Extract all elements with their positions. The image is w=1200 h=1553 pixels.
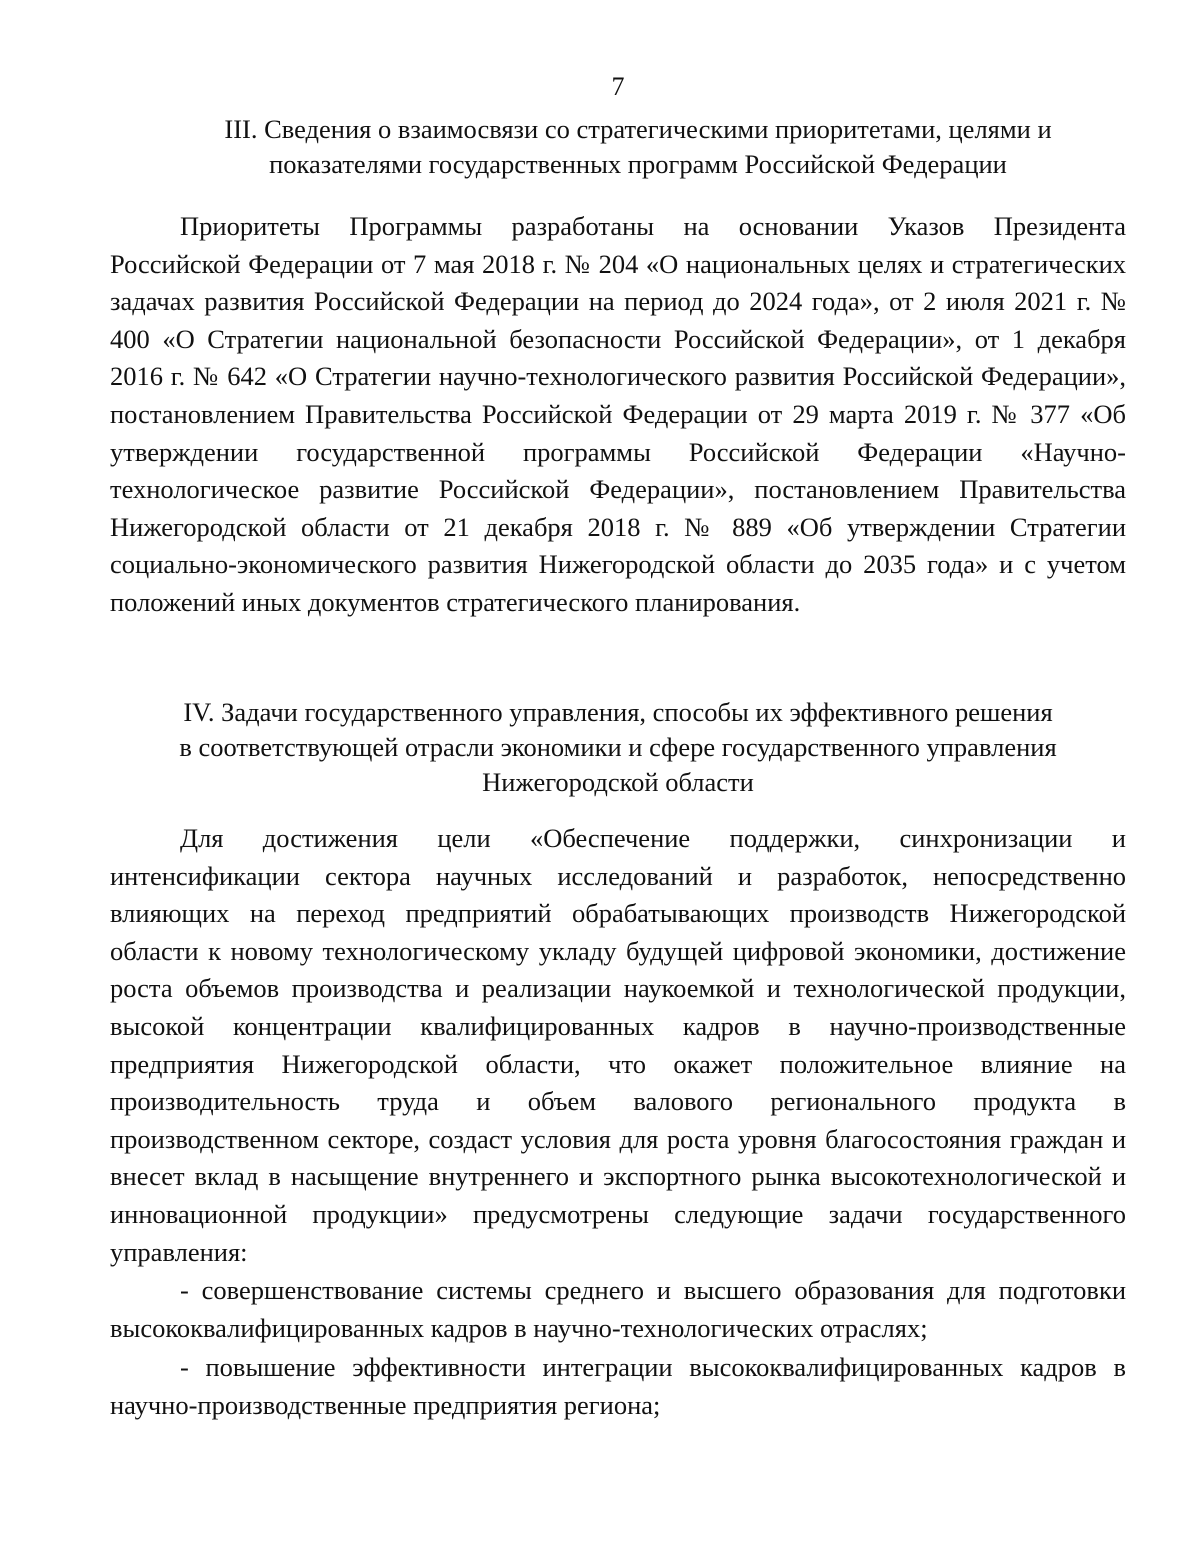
task-list-item: - совершенствование системы среднего и высшего образования для подготовки высококвалифицированных кадров в научно-технологических отраслях; [110,1275,1126,1343]
section-4-heading-line-1: IV. Задачи государственного управления, способы их эффективного решения [183,697,1053,727]
task-list-item: - повышение эффективности интеграции высококвалифицированных кадров в научно-производственные предприятия региона; [110,1352,1126,1420]
section-4-heading [110,695,1126,800]
section-3-heading-line-1: III. Сведения о взаимосвязи со стратегическими приоритетами, целями и [224,114,1052,144]
section-3-heading [130,112,1146,182]
section-4-heading-line-2: в соответствующей отрасли экономики и сфере государственного управления [179,732,1057,762]
section-3-heading-line-2: показателями государственных программ Российской Федерации [269,149,1007,179]
section-3-paragraph: Приоритеты Программы разработаны на основании Указов Президента Российской Федерации от 7 мая 2018 г. № 204 «О национальных целях и стратегических задачах развития Российской Федерации на период до 2024 года», от 2 июля 2021 г. № 400 «О Стратегии национальной безопасности Российской Федерации», от 1 декабря 2016 г. № 642 «О Стратегии научно-технологического развития Российской Федерации», постановлением Правительства Российской Федерации от 29 марта 2019 г. № 377 «Об утверждении государственной программы Российской Федерации «Научно-технологическое развитие Российской Федерации», постановлением Правительства Нижегородской области от 21 декабря 2018 г. № 889 «Об утверждении Стратегии социально-экономического развития Нижегородской области до 2035 года» и с учетом положений иных документов стратегического планирования. [110,211,1126,617]
section-4-heading-line-3: Нижегородской области [482,767,754,797]
page-number: 7 [611,72,625,101]
section-4-paragraph: Для достижения цели «Обеспечение поддержки, синхронизации и интенсификации сектора научных исследований и разработок, непосредственно влияющих на переход предприятий обрабатывающих производств Нижегородской области к новому технологическому укладу будущей цифровой экономики, достижение роста объемов производства и реализации наукоемкой и технологической продукции, высокой концентрации квалифицированных кадров в научно-производственные предприятия Нижегородской области, что окажет положительное влияние на производительность труда и объем валового регионального продукта в производственном секторе, создаст условия для роста уровня благосостояния граждан и внесет вклад в насыщение внутреннего и экспортного рынка высокотехнологической и инновационной продукции» предусмотрены следующие задачи государственного управления: [110,823,1126,1267]
